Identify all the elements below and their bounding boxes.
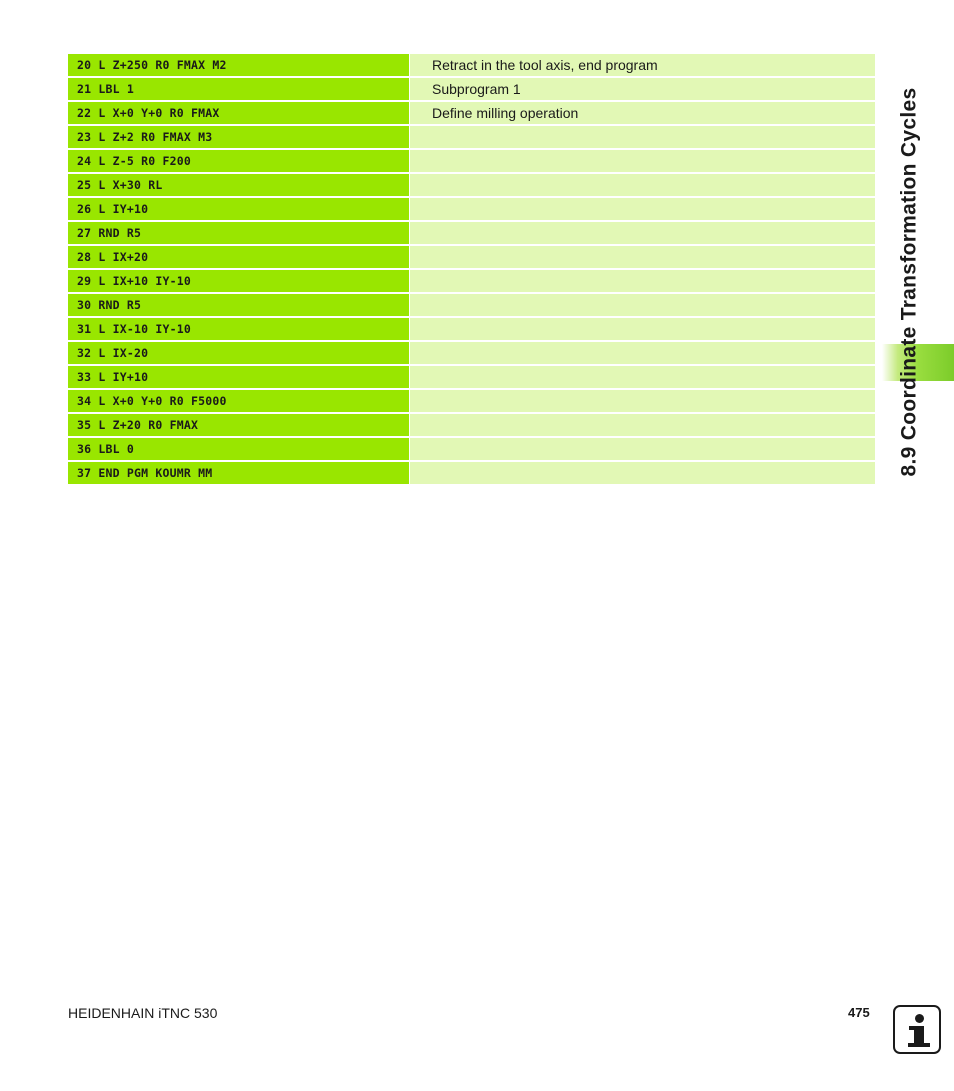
comment-cell: Subprogram 1 bbox=[410, 78, 875, 100]
program-row bbox=[68, 54, 875, 76]
comment-cell bbox=[410, 414, 875, 436]
comment-cell bbox=[410, 126, 875, 148]
program-row bbox=[68, 102, 875, 124]
nc-code-cell: 22 L X+0 Y+0 R0 FMAX bbox=[68, 102, 409, 124]
comment-cell bbox=[410, 462, 875, 484]
nc-code-cell: 30 RND R5 bbox=[68, 294, 409, 316]
comment-cell bbox=[410, 366, 875, 388]
program-row bbox=[68, 246, 875, 268]
nc-code-cell: 36 LBL 0 bbox=[68, 438, 409, 460]
nc-code-cell: 31 L IX-10 IY-10 bbox=[68, 318, 409, 340]
program-row bbox=[68, 438, 875, 460]
comment-cell: Retract in the tool axis, end program bbox=[410, 54, 875, 76]
nc-code-cell: 35 L Z+20 R0 FMAX bbox=[68, 414, 409, 436]
section-title-vertical bbox=[877, 54, 941, 509]
comment-cell bbox=[410, 222, 875, 244]
program-row bbox=[68, 414, 875, 436]
nc-code-cell: 24 L Z-5 R0 F200 bbox=[68, 150, 409, 172]
program-row bbox=[68, 270, 875, 292]
comment-cell bbox=[410, 390, 875, 412]
program-row bbox=[68, 366, 875, 388]
info-icon-base bbox=[908, 1043, 930, 1047]
program-row bbox=[68, 390, 875, 412]
program-row bbox=[68, 78, 875, 100]
program-row bbox=[68, 462, 875, 484]
comment-cell bbox=[410, 198, 875, 220]
program-row bbox=[68, 342, 875, 364]
program-row bbox=[68, 222, 875, 244]
info-icon bbox=[893, 1005, 941, 1054]
nc-code-cell: 20 L Z+250 R0 FMAX M2 bbox=[68, 54, 409, 76]
comment-cell bbox=[410, 174, 875, 196]
footer-manual-name: HEIDENHAIN iTNC 530 bbox=[68, 1005, 218, 1021]
program-row bbox=[68, 294, 875, 316]
nc-code-cell: 21 LBL 1 bbox=[68, 78, 409, 100]
nc-code-cell: 32 L IX-20 bbox=[68, 342, 409, 364]
nc-code-cell: 29 L IX+10 IY-10 bbox=[68, 270, 409, 292]
program-row bbox=[68, 174, 875, 196]
section-title-text: 8.9 Coordinate Transformation Cycles bbox=[897, 87, 920, 476]
nc-code-cell: 37 END PGM KOUMR MM bbox=[68, 462, 409, 484]
program-row bbox=[68, 150, 875, 172]
comment-cell bbox=[410, 294, 875, 316]
comment-cell bbox=[410, 438, 875, 460]
comment-cell bbox=[410, 246, 875, 268]
nc-code-cell: 33 L IY+10 bbox=[68, 366, 409, 388]
nc-code-cell: 23 L Z+2 R0 FMAX M3 bbox=[68, 126, 409, 148]
nc-code-cell: 27 RND R5 bbox=[68, 222, 409, 244]
comment-cell bbox=[410, 342, 875, 364]
nc-code-cell: 28 L IX+20 bbox=[68, 246, 409, 268]
comment-cell: Define milling operation bbox=[410, 102, 875, 124]
program-row bbox=[68, 318, 875, 340]
program-listing-table bbox=[68, 54, 875, 486]
nc-code-cell: 25 L X+30 RL bbox=[68, 174, 409, 196]
nc-code-cell: 34 L X+0 Y+0 R0 F5000 bbox=[68, 390, 409, 412]
program-row bbox=[68, 198, 875, 220]
nc-code-cell: 26 L IY+10 bbox=[68, 198, 409, 220]
comment-cell bbox=[410, 150, 875, 172]
info-icon-dot bbox=[915, 1014, 924, 1023]
program-row bbox=[68, 126, 875, 148]
comment-cell bbox=[410, 270, 875, 292]
page-number: 475 bbox=[848, 1005, 870, 1020]
comment-cell bbox=[410, 318, 875, 340]
